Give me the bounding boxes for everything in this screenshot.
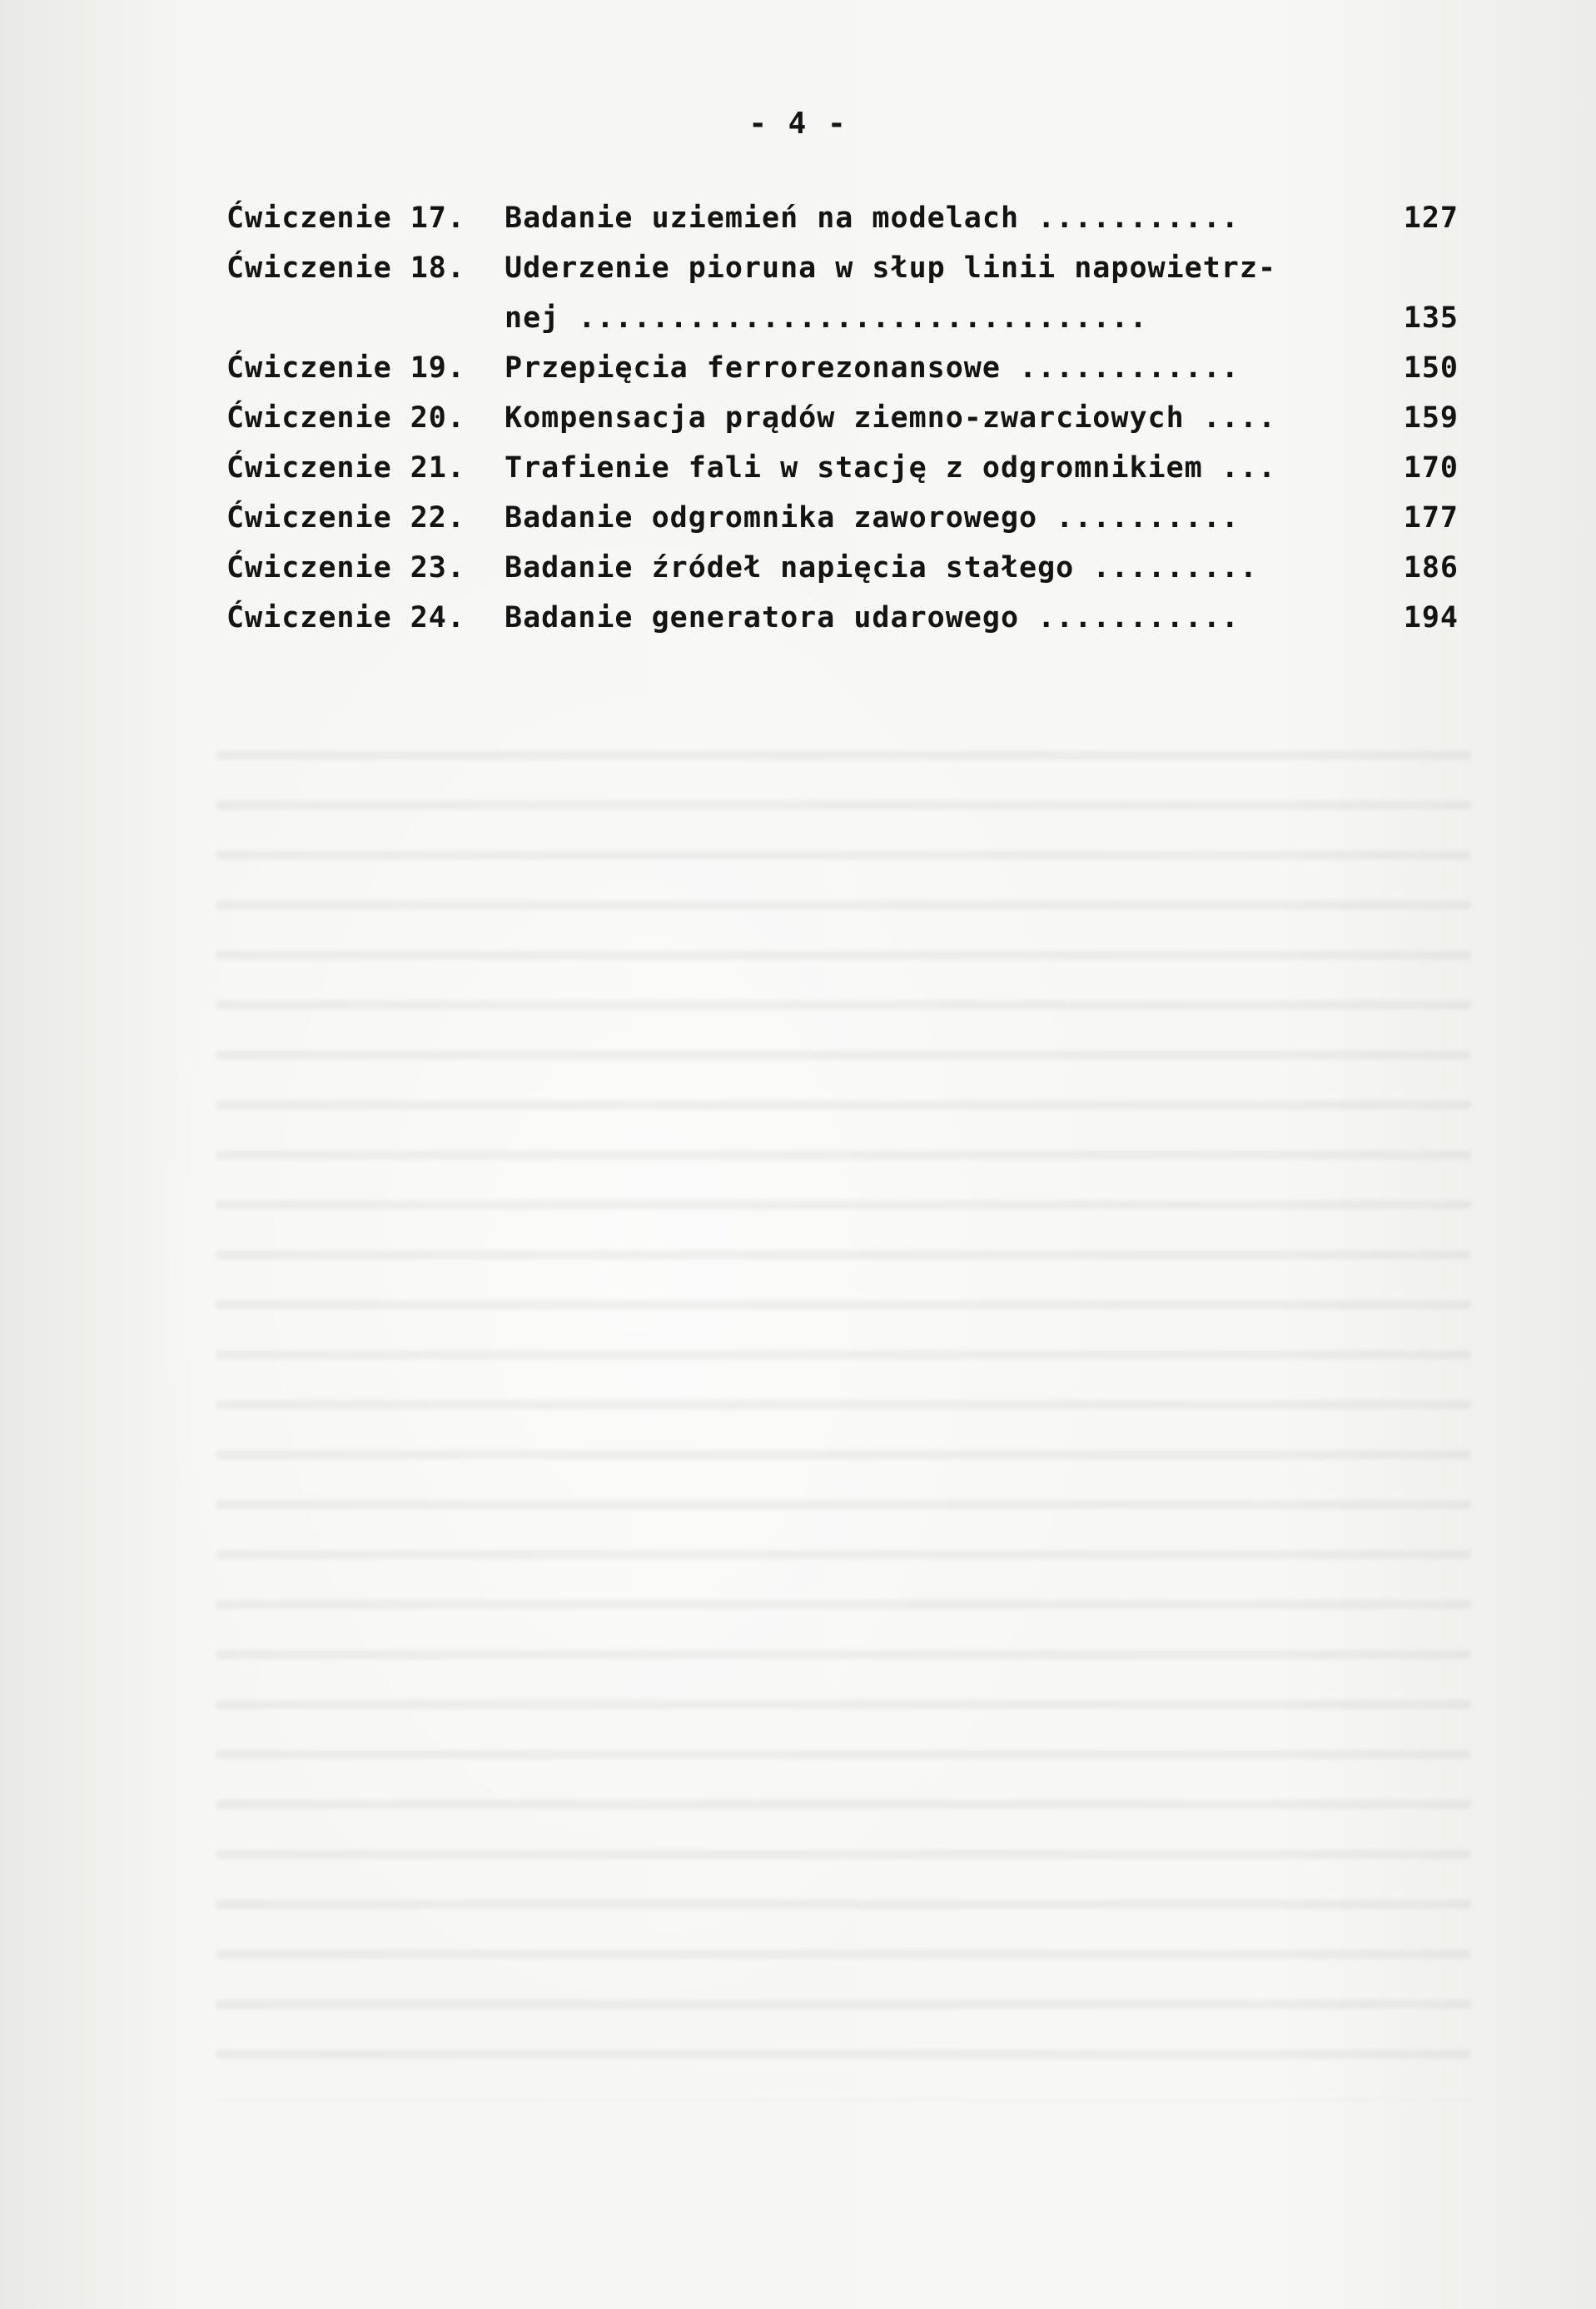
toc-entry-24 bbox=[226, 593, 1459, 643]
toc-entry-label: Ćwiczenie 17. bbox=[226, 202, 465, 235]
toc-entry-18 bbox=[226, 243, 1459, 293]
toc-entry-22 bbox=[226, 493, 1459, 543]
toc-entry-label: Ćwiczenie 20. bbox=[226, 401, 465, 435]
toc-entry-title: Kompensacja prądów ziemno-zwarciowych .... bbox=[505, 401, 1277, 435]
toc-entry-21 bbox=[226, 443, 1459, 493]
toc-entry-page: 135 bbox=[1403, 301, 1459, 335]
toc-entry-label: Ćwiczenie 23. bbox=[226, 551, 465, 585]
bleed-through-text bbox=[216, 716, 1471, 2101]
table-of-contents bbox=[226, 193, 1459, 643]
toc-entry-page: 194 bbox=[1403, 601, 1459, 634]
toc-entry-19 bbox=[226, 343, 1459, 393]
toc-entry-title: Trafienie fali w stację z odgromnikiem ... bbox=[505, 451, 1277, 485]
toc-entry-page: 150 bbox=[1403, 351, 1459, 385]
toc-entry-page: 159 bbox=[1403, 401, 1459, 435]
toc-entry-title: Badanie źródeł napięcia stałego ......... bbox=[505, 551, 1258, 585]
toc-entry-page: 127 bbox=[1403, 202, 1459, 235]
toc-entry-label: Ćwiczenie 22. bbox=[226, 501, 465, 535]
toc-entry-title: Badanie uziemień na modelach ........... bbox=[505, 202, 1240, 235]
toc-entry-title: Uderzenie pioruna w słup linii napowietrz- bbox=[505, 251, 1277, 285]
toc-entry-page: 177 bbox=[1403, 501, 1459, 535]
toc-entry-label: Ćwiczenie 18. bbox=[226, 251, 465, 285]
toc-entry-17 bbox=[226, 193, 1459, 243]
toc-entry-title: Badanie odgromnika zaworowego .......... bbox=[505, 501, 1240, 535]
page-number: - 4 - bbox=[748, 107, 848, 141]
toc-entry-23 bbox=[226, 543, 1459, 593]
toc-entry-title: Przepięcia ferrorezonansowe ............ bbox=[505, 351, 1240, 385]
toc-entry-18-continued bbox=[226, 293, 1459, 343]
toc-entry-title: Badanie generatora udarowego ........... bbox=[505, 601, 1240, 634]
toc-entry-label: Ćwiczenie 24. bbox=[226, 601, 465, 634]
toc-entry-label: Ćwiczenie 19. bbox=[226, 351, 465, 385]
toc-entry-label: Ćwiczenie 21. bbox=[226, 451, 465, 485]
toc-entry-20 bbox=[226, 393, 1459, 443]
toc-entry-title-continued: nej ............................... bbox=[505, 301, 1148, 335]
toc-entry-page: 170 bbox=[1403, 451, 1459, 485]
toc-entry-page: 186 bbox=[1403, 551, 1459, 585]
